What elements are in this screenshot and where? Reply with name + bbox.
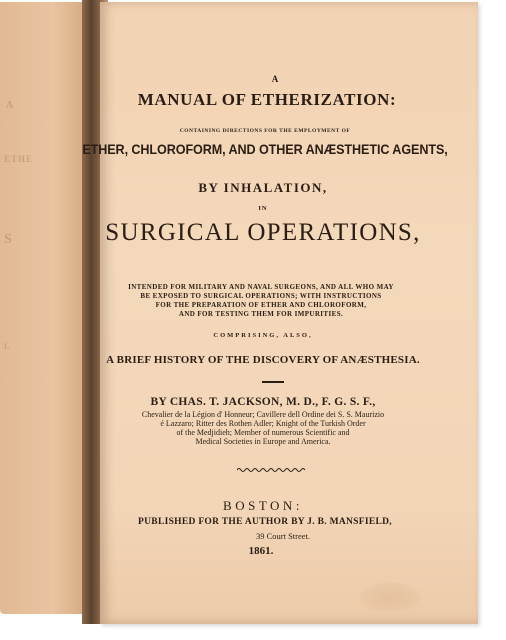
by-inhalation: BY INHALATION, <box>198 180 328 195</box>
bleed-through-text: L <box>4 342 11 351</box>
intended-line: BE EXPOSED TO SURGICAL OPERATIONS; WITH INSTRUCTIONS <box>140 292 382 300</box>
comprising-line: COMPRISING, ALSO, <box>213 332 313 339</box>
surgical-operations: SURGICAL OPERATIONS, <box>105 219 421 246</box>
bleed-through-text: ETHE <box>4 154 34 164</box>
title-article: A <box>271 74 279 84</box>
book-title: MANUAL OF ETHERIZATION: <box>137 90 397 109</box>
author-line: BY CHAS. T. JACKSON, M. D., F. G. S. F., <box>150 396 376 408</box>
containing-line: CONTAINING DIRECTIONS FOR THE EMPLOYMENT OF <box>179 128 351 134</box>
honors-line: Chevalier de la Légion d' Honneur; Cavillere dell Ordine dei S. S. Maurizio <box>141 410 385 419</box>
honors-line: of the Medjidieh; Member of numerous Scientific and <box>176 428 350 437</box>
bleed-through-text: S <box>4 232 13 247</box>
honors-line: é Lazzaro; Ritter des Rothen Adler; Knight of the Turkish Order <box>160 419 366 428</box>
honors-line: Medical Societies in Europe and America. <box>195 437 331 446</box>
agents-line: ETHER, CHLOROFORM, AND OTHER ANÆSTHETIC AGENTS, <box>82 141 448 157</box>
publication-city: BOSTON: <box>223 498 303 513</box>
paper-stain <box>360 582 420 612</box>
publisher-line: PUBLISHED FOR THE AUTHOR BY J. B. MANSFIELD, <box>138 517 392 527</box>
bleed-through-text: A <box>6 100 15 111</box>
intended-line: INTENDED FOR MILITARY AND NAVAL SURGEONS, AND ALL WHO MAY <box>128 283 394 291</box>
in-word: IN <box>258 205 268 212</box>
divider-rule <box>262 381 284 383</box>
brief-history: A BRIEF HISTORY OF THE DISCOVERY OF ANÆSTHESIA. <box>106 354 420 366</box>
publication-year: 1861. <box>248 545 274 557</box>
intended-line: FOR THE PREPARATION OF ETHER AND CHLOROFORM, <box>155 301 367 309</box>
wavy-rule-ornament <box>237 466 305 474</box>
intended-line: AND FOR TESTING THEM FOR IMPURITIES. <box>178 310 344 318</box>
publisher-address: 39 Court Street. <box>255 531 311 541</box>
